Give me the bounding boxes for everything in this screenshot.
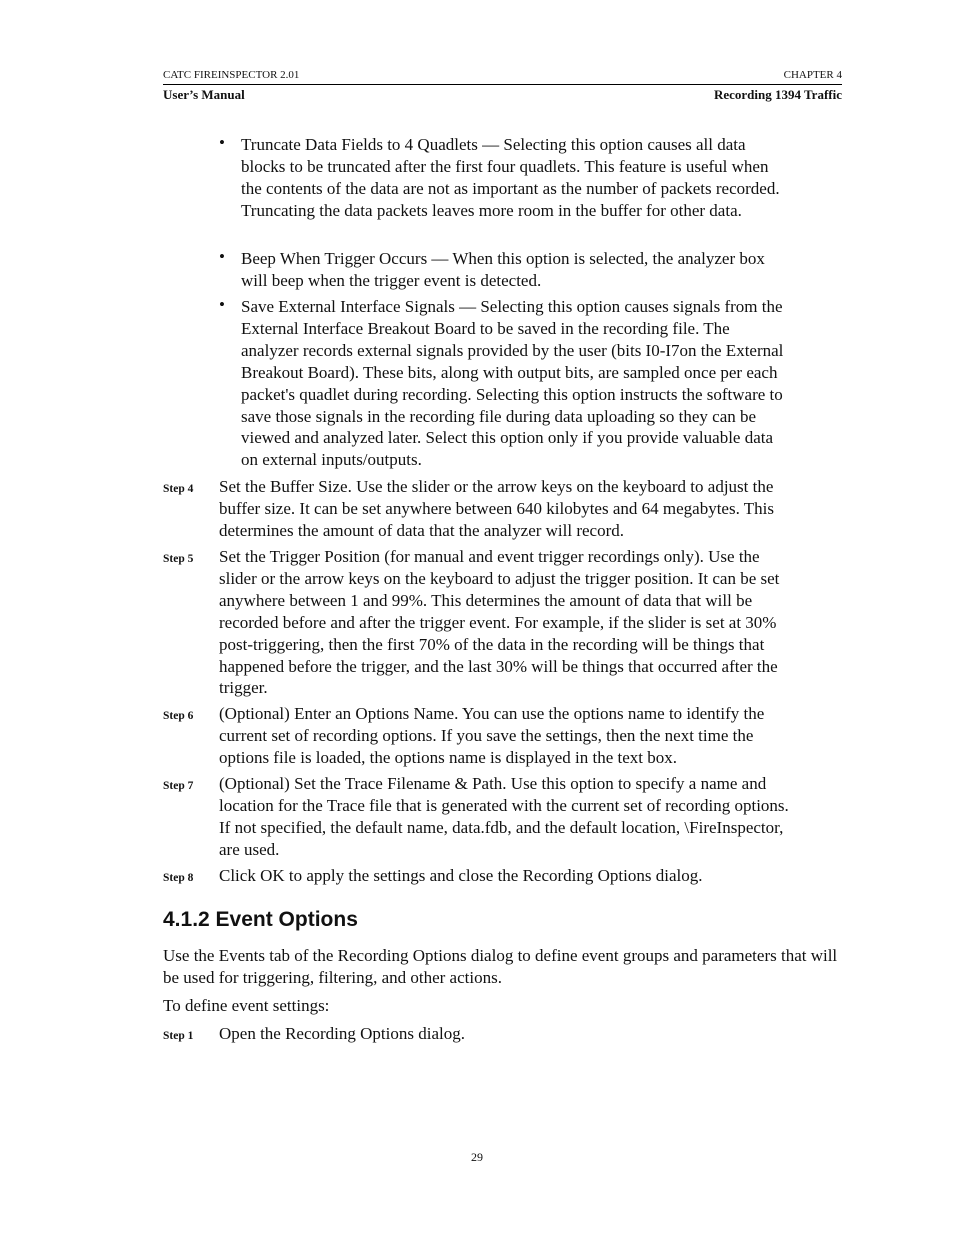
step-7 xyxy=(163,773,789,861)
header-section: Recording 1394 Traffic xyxy=(713,87,842,102)
step-label: Step 7 xyxy=(163,780,194,792)
page-number: 29 xyxy=(471,1150,483,1164)
step-text: Open the Recording Options dialog. xyxy=(219,1024,465,1043)
step-text: Set the Buffer Size. Use the slider or the arrow keys on the keyboard to adjust the buffer size. It can be set anywhere between 640 kilobytes and 64 megabytes. This determines the amount of data that the analyzer will record. xyxy=(219,477,775,540)
bullet-icon: • xyxy=(219,133,225,152)
bullet-beep xyxy=(219,247,791,292)
step-text: Click OK to apply the settings and close the Recording Options dialog. xyxy=(219,866,703,885)
step-label: Step 1 xyxy=(163,1030,194,1042)
step-label: Step 4 xyxy=(163,483,194,495)
bullet-text: Truncate Data Fields to 4 Quadlets — Selecting this option causes all data blocks to be truncated after the first four quadlets. This feature is useful when the contents of the data are not as important as the number of packets recorded. Truncating the data packets leaves more room in the buffer for other data. xyxy=(241,135,780,220)
bullet-icon: • xyxy=(219,247,225,266)
section-lead: To define event settings: xyxy=(163,996,330,1015)
step-label: Step 6 xyxy=(163,710,194,722)
header-product: CATC FIREINSPECTOR 2.01 xyxy=(163,69,300,81)
step-5 xyxy=(163,546,789,699)
step-text: (Optional) Enter an Options Name. You can use the options name to identify the current set of recording options. If you save the settings, then the next time the options file is loaded, the options name is displayed in the text box. xyxy=(219,704,765,767)
step-text: Set the Trigger Position (for manual and event trigger recordings only). Use the slider or the arrow keys on the keyboard to adjust the trigger position. It can be set anywhere between 1 and 99%. This determines the amount of data that will be recorded before and after the trigger event. For example, if the slider is set at 30% post-triggering, then the first 70% of the data in the recording will be things that happened before the trigger, and the last 30% will be things that occurred after the trigger. xyxy=(219,547,780,698)
bullet-icon: • xyxy=(219,295,225,314)
header-chapter: CHAPTER 4 xyxy=(783,69,842,81)
step-8 xyxy=(163,865,789,887)
step-text: (Optional) Set the Trace Filename & Path. Use this option to specify a name and location for the Trace file that is generated with the current set of recording options. If not specified, the default name, data.fdb, and the default location, \FireInspector, are used. xyxy=(219,774,789,859)
header-rule xyxy=(163,84,842,85)
step-6 xyxy=(163,703,789,769)
bullet-text: Save External Interface Signals — Selecting this option causes signals from the External Interface Breakout Board to be saved in the recording file. The analyzer records external signals provided by the user (bits I0-I7on the External Breakout Board). These bits, along with output bits, are sampled once per each packet's quadlet during recording. Selecting this option instructs the software to save those signals in the recording file during data uploading so they can be viewed and analyzed later. Select this option only if you provide valuable data on external inputs/outputs. xyxy=(241,297,784,470)
bullet-truncate xyxy=(219,133,791,222)
section-intro: Use the Events tab of the Recording Options dialog to define event groups and parameters that will be used for triggering, filtering, and other actions. xyxy=(163,946,838,987)
header-manual: User’s Manual xyxy=(163,87,245,102)
step-label: Step 8 xyxy=(163,872,194,884)
bullet-save-external xyxy=(219,295,791,471)
bullet-text: Beep When Trigger Occurs — When this option is selected, the analyzer box will beep when the trigger event is detected. xyxy=(241,249,765,290)
step-label: Step 5 xyxy=(163,553,194,565)
step-4 xyxy=(163,476,789,542)
section-heading: 4.1.2 Event Options xyxy=(163,908,358,931)
step-1 xyxy=(163,1023,789,1045)
